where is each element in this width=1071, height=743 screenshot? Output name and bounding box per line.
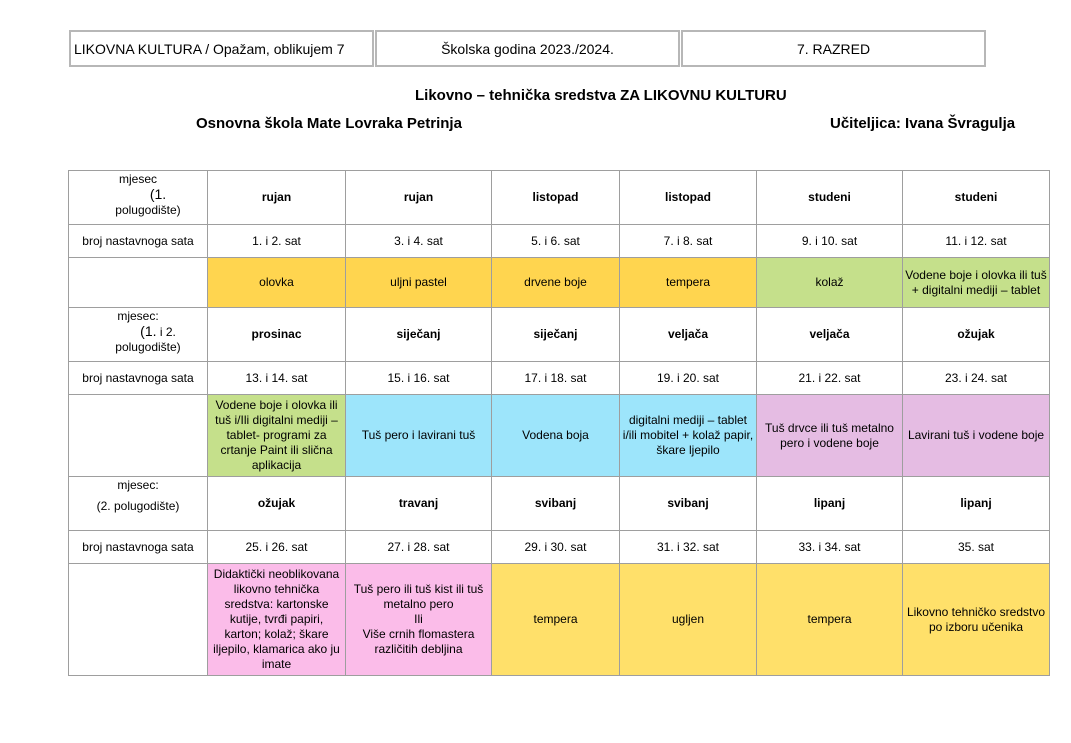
hours-cell: 35. sat bbox=[903, 531, 1050, 564]
hours-cell: 21. i 22. sat bbox=[757, 362, 903, 395]
hours-cell: 7. i 8. sat bbox=[620, 225, 757, 258]
hours-cell: 17. i 18. sat bbox=[492, 362, 620, 395]
month-cell: travanj bbox=[346, 477, 492, 531]
semester-label: (2. polugodište) bbox=[96, 499, 180, 513]
month-label-cell bbox=[69, 171, 208, 225]
grade-box: 7. RAZRED bbox=[681, 30, 986, 67]
hours-cell: 5. i 6. sat bbox=[492, 225, 620, 258]
media-cell: Lavirani tuš i vodene boje bbox=[903, 395, 1050, 477]
media-cell: Vodene boje i olovka ili tuš i/Ili digitalni mediji – tablet- programi za crtanje Paint ili slična aplikacija bbox=[208, 395, 346, 477]
hours-label: broj nastavnoga sata bbox=[69, 225, 208, 258]
media-cell: olovka bbox=[208, 258, 346, 308]
media-cell: digitalni mediji – tablet i/ili mobitel + kolaž papir, škare ljepilo bbox=[620, 395, 757, 477]
media-cell: uljni pastel bbox=[346, 258, 492, 308]
empty-label-cell bbox=[69, 395, 208, 477]
media-row bbox=[69, 258, 1050, 308]
empty-label-cell bbox=[69, 258, 208, 308]
hours-cell: 19. i 20. sat bbox=[620, 362, 757, 395]
empty-label-cell bbox=[69, 564, 208, 676]
semester-number-text: (1. bbox=[149, 186, 167, 202]
month-label: mjesec bbox=[118, 172, 157, 186]
schedule-table bbox=[68, 170, 1050, 676]
month-label: mjesec: bbox=[117, 309, 159, 323]
media-row bbox=[69, 564, 1050, 676]
hours-cell: 25. i 26. sat bbox=[208, 531, 346, 564]
hours-label: broj nastavnoga sata bbox=[69, 531, 208, 564]
semester-label: polugodište) bbox=[115, 340, 181, 354]
semester-number bbox=[71, 324, 205, 340]
semester-number-extra: i 2. bbox=[156, 325, 176, 339]
hours-cell: 11. i 12. sat bbox=[903, 225, 1050, 258]
month-row bbox=[69, 171, 1050, 225]
hours-cell: 23. i 24. sat bbox=[903, 362, 1050, 395]
month-label-cell bbox=[69, 477, 208, 531]
month-cell: svibanj bbox=[620, 477, 757, 531]
hours-row bbox=[69, 362, 1050, 395]
month-label: mjesec: bbox=[117, 478, 159, 492]
month-cell: veljača bbox=[620, 308, 757, 362]
month-cell: listopad bbox=[620, 171, 757, 225]
month-row bbox=[69, 308, 1050, 362]
month-cell: siječanj bbox=[492, 308, 620, 362]
media-cell: Vodene boje i olovka ili tuš + digitalni mediji – tablet bbox=[903, 258, 1050, 308]
school-name: Osnovna škola Mate Lovraka Petrinja bbox=[196, 115, 462, 132]
hours-cell: 3. i 4. sat bbox=[346, 225, 492, 258]
month-cell: siječanj bbox=[346, 308, 492, 362]
month-cell: studeni bbox=[757, 171, 903, 225]
hours-cell: 27. i 28. sat bbox=[346, 531, 492, 564]
semester-label: polugodište) bbox=[115, 203, 181, 217]
hours-label: broj nastavnoga sata bbox=[69, 362, 208, 395]
hours-cell: 15. i 16. sat bbox=[346, 362, 492, 395]
month-label-cell bbox=[69, 308, 208, 362]
teacher-name: Učiteljica: Ivana Švragulja bbox=[830, 115, 1016, 132]
media-cell: Likovno tehničko sredstvo po izboru učenika bbox=[903, 564, 1050, 676]
hours-row bbox=[69, 225, 1050, 258]
month-cell: rujan bbox=[208, 171, 346, 225]
hours-cell: 13. i 14. sat bbox=[208, 362, 346, 395]
month-cell: prosinac bbox=[208, 308, 346, 362]
media-cell: ugljen bbox=[620, 564, 757, 676]
month-row bbox=[69, 477, 1050, 531]
subject-box: LIKOVNA KULTURA / Opažam, oblikujem 7 bbox=[69, 30, 374, 67]
month-cell: studeni bbox=[903, 171, 1050, 225]
month-cell: lipanj bbox=[757, 477, 903, 531]
media-cell: Vodena boja bbox=[492, 395, 620, 477]
media-row bbox=[69, 395, 1050, 477]
hours-row bbox=[69, 531, 1050, 564]
school-year-box: Školska godina 2023./2024. bbox=[375, 30, 680, 67]
semester-number bbox=[71, 187, 205, 203]
media-cell: Didaktički neoblikovana likovno tehnička sredstva: kartonske kutije, tvrđi papiri, karton; kolaž; škare iljepilo, klamarica ako ju imate bbox=[208, 564, 346, 676]
month-cell: veljača bbox=[757, 308, 903, 362]
media-cell: Tuš pero i lavirani tuš bbox=[346, 395, 492, 477]
media-cell: Tuš drvce ili tuš metalno pero i vodene boje bbox=[757, 395, 903, 477]
media-cell: tempera bbox=[492, 564, 620, 676]
month-cell: listopad bbox=[492, 171, 620, 225]
month-cell: svibanj bbox=[492, 477, 620, 531]
document-title: Likovno – tehnička sredstva ZA LIKOVNU KULTURU bbox=[415, 87, 787, 104]
hours-cell: 33. i 34. sat bbox=[757, 531, 903, 564]
media-cell: drvene boje bbox=[492, 258, 620, 308]
media-cell: Tuš pero ili tuš kist ili tuš metalno pero Ili Više crnih flomastera različitih debljina bbox=[346, 564, 492, 676]
media-cell: tempera bbox=[757, 564, 903, 676]
media-cell: kolaž bbox=[757, 258, 903, 308]
month-cell: lipanj bbox=[903, 477, 1050, 531]
hours-cell: 1. i 2. sat bbox=[208, 225, 346, 258]
month-cell: ožujak bbox=[903, 308, 1050, 362]
month-cell: ožujak bbox=[208, 477, 346, 531]
hours-cell: 9. i 10. sat bbox=[757, 225, 903, 258]
semester-number-text: (1. bbox=[140, 323, 157, 339]
hours-cell: 29. i 30. sat bbox=[492, 531, 620, 564]
media-cell: tempera bbox=[620, 258, 757, 308]
month-cell: rujan bbox=[346, 171, 492, 225]
hours-cell: 31. i 32. sat bbox=[620, 531, 757, 564]
